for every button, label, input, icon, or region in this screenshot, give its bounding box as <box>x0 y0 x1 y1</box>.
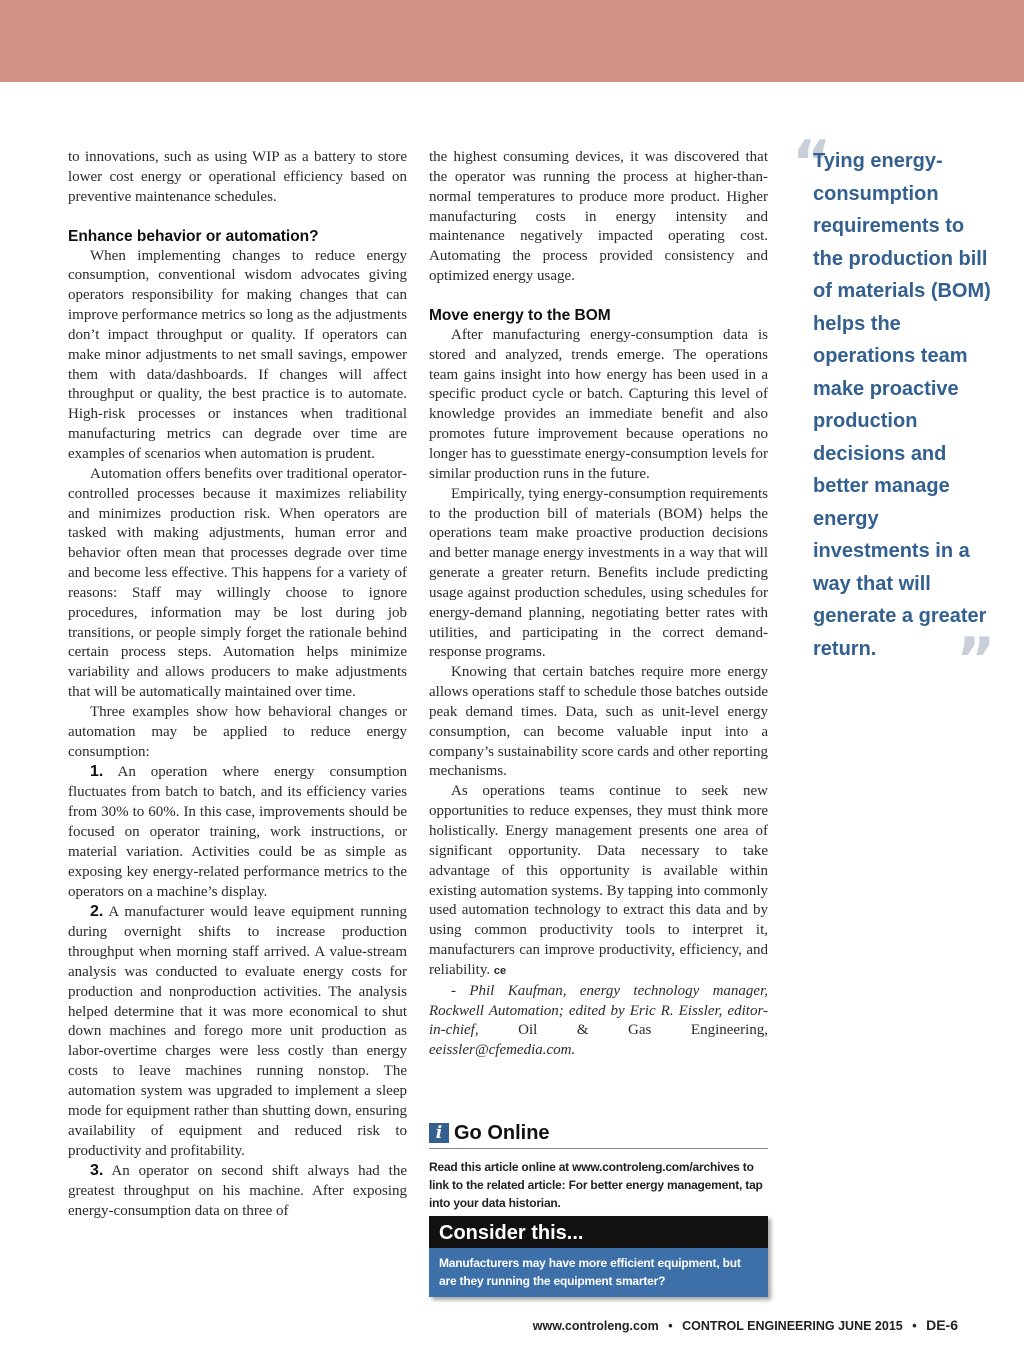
numbered-paragraph <box>68 902 407 1161</box>
paragraph <box>429 782 768 981</box>
article-column-right <box>429 148 768 1061</box>
info-icon: i <box>429 1123 449 1143</box>
go-online-header <box>429 1120 768 1149</box>
paragraph-text: A manufacturer would leave equipment running during overnight shifts to increase production throughput when morning staff arrived. A value-stream analysis was conducted to evaluate energy costs for production and nonproduction activities. The analysis helped determine that it was more economical to shut down machines and forego more unit production as labor-overtime charges were less costly than energy costs to leave machines running nonstop. The automation system was upgraded to implement a sleep mode for equipment rather than shutting down, ensuring availability of equipment and reduced risk to productivity and profitability. <box>68 904 407 1159</box>
consider-this-title: Consider this... <box>429 1216 768 1248</box>
footer-url[interactable]: www.controleng.com <box>532 1319 659 1333</box>
paragraph: the highest consuming devices, it was discovered that the operator was running the process at higher-than-normal temperatures to produce more product. Higher manufacturing costs in energy intensity and maintenance negatively impacted operating cost. Automating the process provided consistency and optimized energy usage. <box>429 149 768 285</box>
footer-separator: • <box>668 1319 673 1333</box>
end-mark: ce <box>493 964 507 977</box>
header-color-band <box>0 0 1024 82</box>
list-number: 1. <box>90 763 104 781</box>
footer-separator: • <box>912 1319 917 1333</box>
footer-publication: CONTROL ENGINEERING JUNE 2015 <box>682 1319 903 1333</box>
list-number: 2. <box>90 903 104 921</box>
byline <box>429 982 768 1061</box>
section-heading: Enhance behavior or automation? <box>68 227 319 245</box>
close-quote-icon: ” <box>956 625 996 695</box>
consider-this-box <box>429 1216 768 1297</box>
paragraph-text: An operator on second shift always had the greatest throughput on his machine. After exposing energy-consumption data on three of <box>68 1163 407 1220</box>
list-number: 3. <box>90 1162 104 1180</box>
page-footer <box>533 1317 958 1333</box>
numbered-paragraph <box>68 762 407 902</box>
paragraph: Three examples show how behavioral changes or automation may be applied to reduce energy consumption: <box>68 703 407 760</box>
paragraph: to innovations, such as using WIP as a battery to store lower cost energy or operational efficiency based on preventive maintenance schedules. <box>68 149 407 205</box>
consider-this-text: Manufacturers may have more efficient equipment, but are they running the equipment smarter? <box>429 1248 768 1297</box>
byline-email[interactable]: eeissler@cfemedia.com. <box>429 1042 576 1059</box>
section-heading: Move energy to the BOM <box>429 306 611 324</box>
go-online-title: Go Online <box>454 1121 550 1144</box>
paragraph-text: As operations teams continue to seek new opportunities to reduce expenses, they must think more holistically. Energy management presents one area of significant opportunity. Data necessary to take advantage of this opportunity is available within existing automation systems. By tapping into commonly used automation technology to extract this data and by using common productivity tools to interpret it, manufacturers can improve productivity, efficiency, and reliability. <box>429 783 768 978</box>
byline-author: - Phil Kaufman, energy technology manager, Rockwell Automation; edited by Eric R. Eissler, editor-in-chief, <box>429 982 768 1039</box>
paragraph-text: An operation where energy consumption fluctuates from batch to batch, and its efficiency varies from 30% to 60%. In this case, improvements should be focused on operator training, work instructions, or material variation. Activities could be as simple as exposing key energy-related performance metrics to the operators on a machine’s display. <box>68 764 407 900</box>
paragraph: After manufacturing energy-consumption data is stored and analyzed, trends emerge. The operations team gains insight into how energy has been used in a specific product cycle or batch. Capturing this level of knowledge provides an immediate benefit and also promotes future improvement because operations no longer has to guesstimate energy-consumption levels for similar production runs in the future. <box>429 326 768 482</box>
paragraph: Knowing that certain batches require more energy allows operations staff to schedule those batches outside peak demand times. Data, such as unit-level energy consumption, can become valuable input into a company’s sustainability score cards and other reporting mechanisms. <box>429 664 768 780</box>
paragraph: When implementing changes to reduce energy consumption, conventional wisdom advocates giving operators responsibility for making changes that can improve performance metrics so long as the adjustments don’t impact throughput or quality. If operators can make minor adjustments to net small savings, empower them with data/dashboards. If changes will affect throughput or quality, the best practice is to automate. High-risk processes or instances when traditional manufacturing metrics can degrade over time are examples of scenarios when automation is prudent. <box>68 247 407 462</box>
go-online-text[interactable]: Read this article online at www.controleng.com/archives to link to the related article: For better energy management, tap into your data historian. <box>429 1160 763 1210</box>
page-number: DE-6 <box>926 1317 958 1333</box>
open-quote-icon: “ <box>792 128 832 198</box>
go-online-box <box>429 1120 768 1212</box>
paragraph: Empirically, tying energy-consumption requirements to the production bill of materials (BOM) helps the operations team make proactive production decisions and better manage energy investments in a way that will generate a greater return. Benefits include predicting usage against production schedules, using schedules for energy-demand planning, negotiating better rates with utilities, and participating in the correct demand-response programs. <box>429 485 769 661</box>
article-column-left <box>68 148 407 1222</box>
paragraph: Automation offers benefits over traditional operator-controlled processes because it maximizes reliability and minimizes production risk. When operators are tasked with making adjustments, human error and behavior often mean that processes degrade over time and become less effective. This happens for a variety of reasons: Staff may willingly choose to ignore procedures, information may be lost during job transitions, or people simply forget the rationale behind certain process steps. Automation helps minimize variability and allows producers to make adjustments that will be automatically maintained over time. <box>68 465 407 701</box>
pull-quote-text: Tying energy-consumption requirements to the production bill of materials (BOM) helps the operations team make proactive production decisions and better manage energy investments in a way that will generate a greater return. <box>813 150 991 660</box>
byline-publication: Oil & Gas Engineering, <box>518 1022 768 1039</box>
numbered-paragraph <box>68 1161 407 1222</box>
